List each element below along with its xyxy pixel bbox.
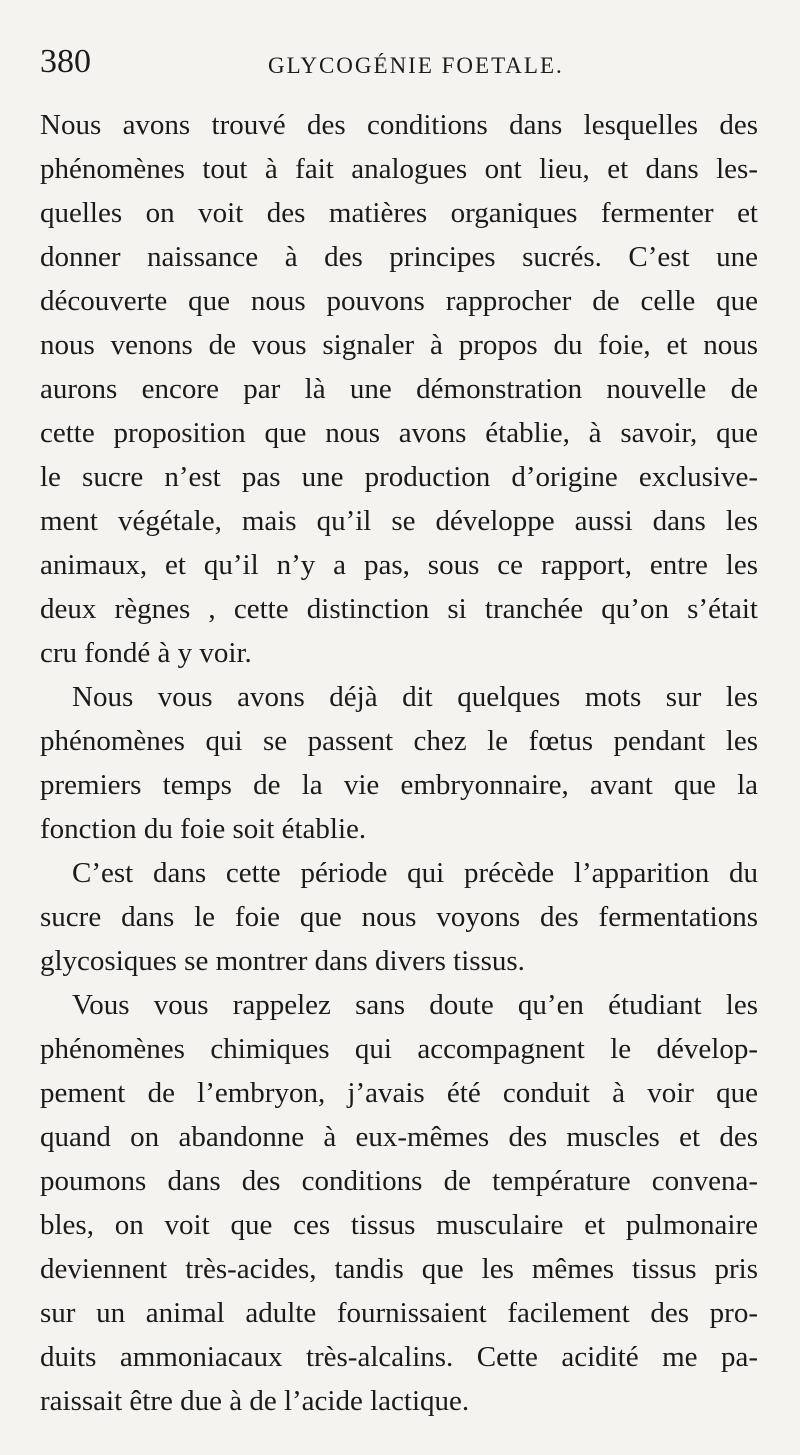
paragraph xyxy=(40,675,758,851)
text-line: découverte que nous pouvons rapprocher de celle que xyxy=(40,285,758,317)
body-text xyxy=(40,103,758,1423)
text-line: sur un animal adulte fournissaient facilement des pro- xyxy=(40,1297,758,1329)
paragraph xyxy=(40,851,758,983)
paragraph xyxy=(40,983,758,1423)
text-line: poumons dans des conditions de température convena- xyxy=(40,1165,758,1197)
text-line: sucre dans le foie que nous voyons des fermentations xyxy=(40,901,758,933)
text-line: phénomènes chimiques qui accompagnent le dévelop- xyxy=(40,1033,758,1065)
text-line: animaux, et qu’il n’y a pas, sous ce rapport, entre les xyxy=(40,549,758,581)
text-line: donner naissance à des principes sucrés. C’est une xyxy=(40,241,758,273)
running-head xyxy=(40,40,760,90)
text-line: nous venons de vous signaler à propos du foie, et nous xyxy=(40,329,758,361)
text-line: fonction du foie soit établie. xyxy=(40,813,367,845)
page-number: 380 xyxy=(40,43,91,80)
text-line: Nous vous avons déjà dit quelques mots sur les xyxy=(72,681,758,713)
text-line: glycosiques se montrer dans divers tissus. xyxy=(40,945,525,977)
text-line: cette proposition que nous avons établie, à savoir, que xyxy=(40,417,758,449)
text-line: C’est dans cette période qui précède l’apparition du xyxy=(72,857,758,889)
text-line: aurons encore par là une démonstration nouvelle de xyxy=(40,373,758,405)
text-line: quelles on voit des matières organiques fermenter et xyxy=(40,197,758,229)
text-line: deviennent très-acides, tandis que les mêmes tissus pris xyxy=(40,1253,758,1285)
text-line: phénomènes qui se passent chez le fœtus pendant les xyxy=(40,725,758,757)
text-line: Nous avons trouvé des conditions dans lesquelles des xyxy=(40,109,758,141)
text-line: Vous vous rappelez sans doute qu’en étudiant les xyxy=(72,989,758,1021)
text-line: ment végétale, mais qu’il se développe aussi dans les xyxy=(40,505,758,537)
text-line: duits ammoniacaux très-alcalins. Cette acidité me pa- xyxy=(40,1341,758,1373)
text-line: raissait être due à de l’acide lactique. xyxy=(40,1385,470,1417)
text-line: premiers temps de la vie embryonnaire, avant que la xyxy=(40,769,758,801)
text-line: quand on abandonne à eux-mêmes des muscles et des xyxy=(40,1121,758,1153)
text-line: pement de l’embryon, j’avais été conduit à voir que xyxy=(40,1077,758,1109)
text-line: phénomènes tout à fait analogues ont lieu, et dans les- xyxy=(40,153,758,185)
paragraph xyxy=(40,103,758,675)
text-line: le sucre n’est pas une production d’origine exclusive- xyxy=(40,461,758,493)
text-line: bles, on voit que ces tissus musculaire et pulmonaire xyxy=(40,1209,758,1241)
running-title: GLYCOGÉNIE FOETALE. xyxy=(268,53,564,78)
text-line: deux règnes , cette distinction si tranchée qu’on s’était xyxy=(40,593,758,625)
text-line: cru fondé à y voir. xyxy=(40,637,252,669)
